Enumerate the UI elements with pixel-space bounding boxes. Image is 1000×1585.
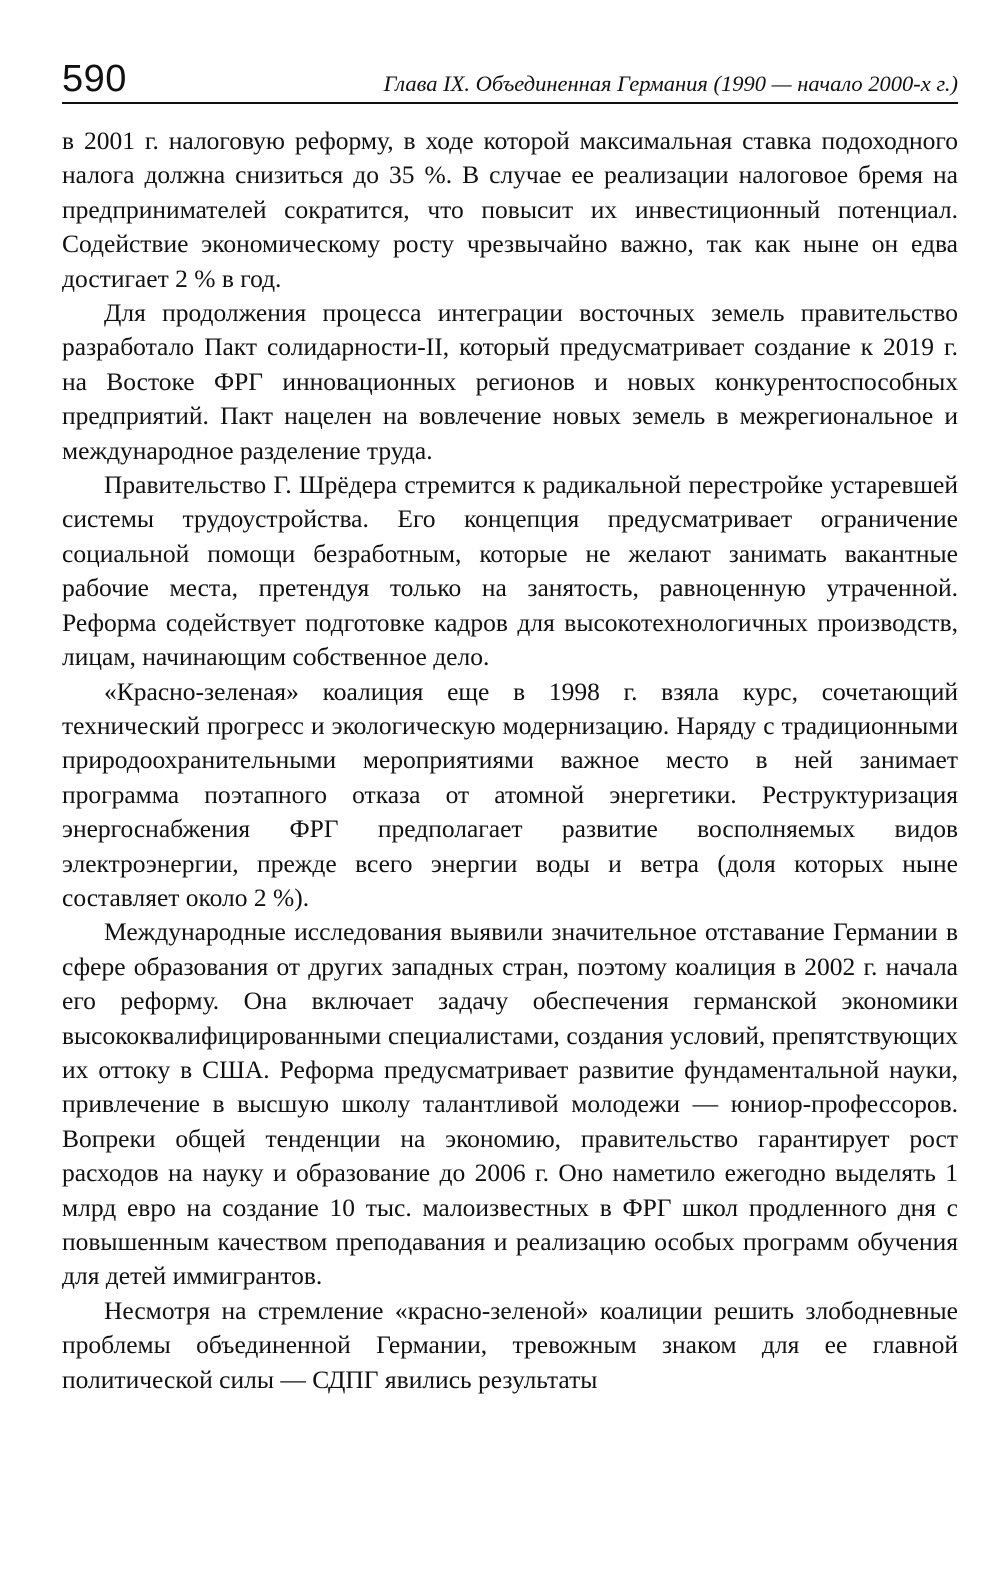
book-page (62, 52, 958, 1397)
paragraph: Для продолжения процесса интеграции восточных земель правительство разработало Пакт солидарности-II, который предусматривает создание к 2019 г. на Востоке ФРГ инновационных регионов и новых конкурентоспособных предприятий. Пакт нацелен на вовлечение новых земель в межрегиональное и международное разделение труда. (62, 298, 958, 465)
running-title: Глава IX. Объединенная Германия (1990 — начало 2000-х г.) (383, 70, 958, 96)
page-number: 590 (62, 58, 127, 100)
paragraph: Международные исследования выявили значительное отставание Германии в сфере образования от других западных стран, поэтому коалиция в 2002 г. начала его реформу. Она включает задачу обеспечения германской экономики высококвалифицированными специалистами, создания условий, препятствующих их оттоку в США. Реформа предусматривает развитие фундаментальной науки, привлечение в высшую школу талантливой молодежи — юниор-профессоров. Вопреки общей тенденции на экономию, правительство гарантирует рост расходов на науку и образование до 2006 г. Оно наметило ежегодно выделять 1 млрд евро на создание 10 тыс. малоизвестных в ФРГ школ продленного дня с повышенным качеством преподавания и реализацию особых программ обучения для детей иммигрантов. (62, 917, 958, 1291)
paragraph: «Красно-зеленая» коалиция еще в 1998 г. взяла курс, сочетающий технический прогресс и экологическую модернизацию. Наряду с традиционными природоохранительными мероприятиями важное место в ней занимает программа поэтапного отказа от атомной энергетики. Реструктуризация энергоснабжения ФРГ предполагает развитие восполняемых видов электроэнергии, прежде всего энергии воды и ветра (доля которых ныне составляет около 2 %). (62, 676, 958, 912)
body-text (62, 124, 958, 1397)
paragraph: Несмотря на стремление «красно-зеленой» коалиции решить злободневные проблемы объединенной Германии, тревожным знаком для ее главной политической силы — СДПГ явились результаты (62, 1295, 958, 1394)
page-header (62, 52, 958, 104)
paragraph: Правительство Г. Шрёдера стремится к радикальной перестройке устаревшей системы трудоустройства. Его концепция предусматривает ограничение социальной помощи безработным, которые не желают занимать вакантные рабочие места, претендуя только на занятость, равноценную утраченной. Реформа содействует подготовке кадров для высокотехнологичных производств, лицам, начинающим собственное дело. (62, 470, 958, 672)
paragraph-continuation: в 2001 г. налоговую реформу, в ходе которой максимальная ставка подоходного налога должна снизиться до 35 %. В случае ее реализации налоговое бремя на предпринимателей сократится, что повысит их инвестиционный потенциал. Содействие экономическому росту чрезвычайно важно, так как ныне он едва достигает 2 % в год. (62, 126, 958, 293)
